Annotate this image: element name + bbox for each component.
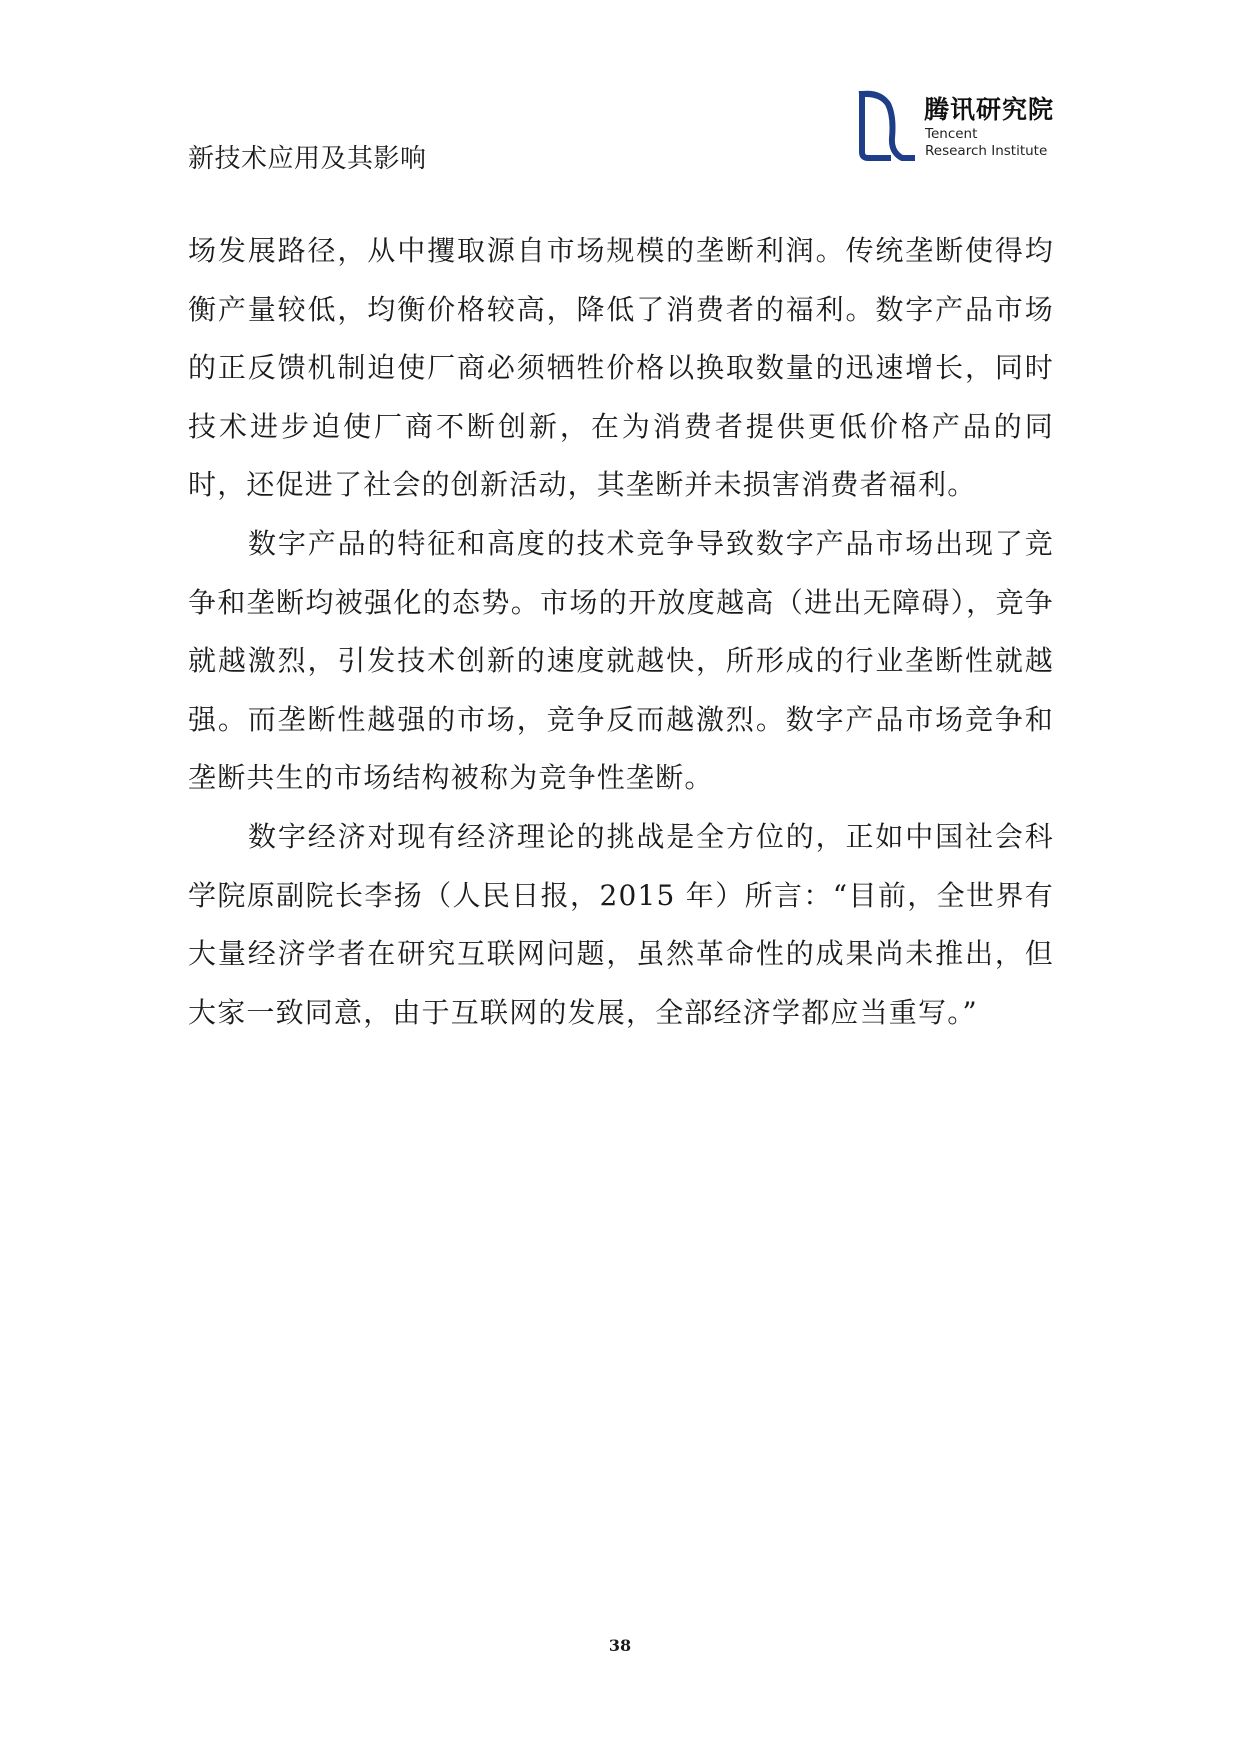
logo-chinese-name: 腾讯研究院 [924,95,1055,124]
body-text [188,222,1054,1042]
logo-english-name-line1: Tencent [925,126,978,142]
paragraph: 数字经济对现有经济理论的挑战是全方位的，正如中国社会科学院原副院长李扬（人民日报，2015 年）所言：“目前，全世界有大量经济学者在研究互联网问题，虽然革命性的成果尚未推出，但大家一致同意，由于互联网的发展，全部经济学都应当重写。” [188,819,1054,1029]
paragraph-continued: 场发展路径，从中攫取源自市场规模的垄断利润。传统垄断使得均衡产量较低，均衡价格较高，降低了消费者的福利。数字产品市场的正反馈机制迫使厂商必须牺牲价格以换取数量的迅速增长，同时技术进步迫使厂商不断创新，在为消费者提供更低价格产品的同时，还促进了社会的创新活动，其垄断并未损害消费者福利。 [188,234,1054,502]
tencent-research-institute-logo [858,86,1068,162]
running-header-title: 新技术应用及其影响 [188,144,427,174]
tencent-research-q-logo-icon [858,86,916,162]
logo-english-name-line2: Research Institute [925,143,1048,159]
paragraph: 数字产品的特征和高度的技术竞争导致数字产品市场出现了竞争和垄断均被强化的态势。市场的开放度越高（进出无障碍），竞争就越激烈，引发技术创新的速度就越快，所形成的行业垄断性就越强。而垄断性越强的市场，竞争反而越激烈。数字产品市场竞争和垄断共生的市场结构被称为竞争性垄断。 [188,526,1054,795]
page-number: 38 [608,1636,632,1655]
